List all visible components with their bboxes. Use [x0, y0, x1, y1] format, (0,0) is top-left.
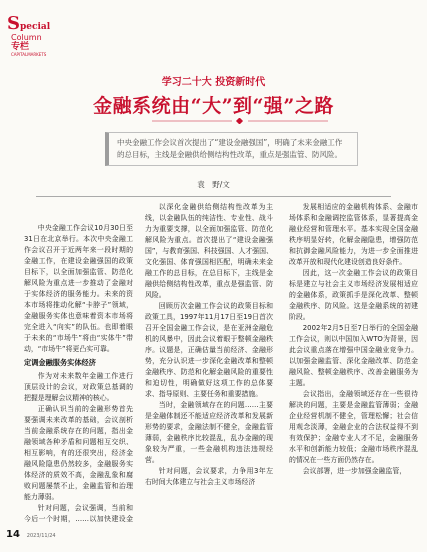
- paragraph: 针对问题，会议强调，当前和今后一个时期，……以加快建设金: [24, 504, 133, 523]
- logo-letter: S: [7, 13, 20, 34]
- column-2: [145, 202, 273, 526]
- logo-rest: pecial: [20, 22, 51, 32]
- paragraph: 会议指出，金融领域还存在一些很待解决的问题，主要是金融监管薄弱；金融企业经营机制不健全，管理松懈；社会信用观念淡薄，金融企业的合法权益得不到有效保护；金融专业人才不足，金融服务水平和创新能力较低；金融市场秩序混乱的情况在一些方面仍然存在。: [289, 390, 418, 464]
- logo-subtitle: CAPITALMARKETS: [11, 52, 47, 57]
- paragraph: 作为对未来数年金融工作进行顶层设计的会议，对政策总基调的把握是理解会议精神的核心。: [24, 372, 133, 402]
- column-logo: [7, 14, 50, 57]
- paragraph: 针对问题，会议要求，力争用3年左右时间大体建立与社会主义市场经济: [145, 467, 273, 486]
- paragraph: 回顾历次金融工作会议的政策目标和政策工具，1997年11月17日至19日首次召开全国金融工作会议，是在亚洲金融危机的风暴中，因此会议着眼于整顿金融秩序。议题是，正确估量当前经济、金融形势，充分认识进一步深化金融改革和整顿金融秩序、防范和化解金融风险的重要性和迫切性，明确做好这项工作的总体要求、指导原则、主要任务和重要措施。: [145, 302, 273, 398]
- logo-column: Column: [11, 33, 42, 42]
- page-title: 金融系统由“大”到“强”之路: [93, 95, 334, 117]
- kicker: 学习二十大 投资新时代: [161, 77, 266, 88]
- publication-date: 2023/11/24: [26, 533, 56, 539]
- paragraph: 2002年2月5日至7日举行的全国金融工作会议，则以中国加入WTO为背景，因此会议重点落在增强中国金融业竞争力。以加强金融监管、深化金融改革、防范金融风险、整顿金融秩序、改善金融服务为主题。: [289, 324, 418, 387]
- paragraph: 会议部署，进一步加强金融监管，: [302, 467, 407, 475]
- column-3: [289, 202, 418, 526]
- logo-chinese: 专栏: [11, 42, 30, 52]
- paragraph: 以深化金融供给侧结构性改革为主线，以金融队伍的纯洁性、专业性、战斗力为重要支撑，以全面加强监管、防范化解风险为重点。首次提出了“建设金融强国”，与教育强国、科技强国、人才强国、文化强国、体育强国相匹配，明确未来金融工作的总目标，在总目标下，主线是金融供给侧结构性改革，重点是强监管、防风险。: [145, 203, 273, 299]
- byline: 袁 野/文: [197, 180, 230, 189]
- paragraph: 中央金融工作会议10月30日至31日在北京举行。本次中央金融工作会议召开于近两年来一段时期的金融工作，在建设金融强国的政策目标下，以全面加强监管、防范化解风险为重点进一步推动了金融对于实体经济的服务能力。未来的资本市场将推动化解“卡脖子”领域，金融服务实体也意味着资本市场将完全进入“向实”的队伍。也即着眼于未来的“市场牛”将由“实体牛”带动，“市场牛”将更凸实可靠。: [24, 224, 133, 353]
- divider: [36, 196, 391, 197]
- title-ornament: [152, 118, 328, 124]
- page-footer: [6, 529, 56, 540]
- column-1: [24, 223, 133, 525]
- paragraph: 因此，这一次金融工作会议的政策目标是建立与社会主义市场经济发展相适应的金融体系，政策抓手是深化改革、整顿金融秩序、防风险。这是金融系统的初建阶段。: [289, 269, 418, 321]
- paragraph: 正确认识当前的金融形势首先要强调未来改革的基础，会议剖析当前金融系统存在的问题，指出金融领域各种矛盾和问题相互交织、相互影响，有的还很突出，经济金融风险隐患仍然较多，金融服务实体经济的质效不高，金融乱象和腐败问题屡禁不止，金融监管和治理能力薄弱。: [24, 405, 133, 501]
- paragraph: 发展相适应的金融机构体系、金融市场体系和金融调控监管体系，显著提高金融业经营和管理水平。基本实现全国金融秩序明显好转，化解金融隐患，增强防范和抗御金融风险能力，为进一步全面推进改革开放和现代化建设创造良好条件。: [289, 203, 418, 266]
- summary-box: 中央金融工作会议首次提出了“建设金融强国”，明确了未来金融工作的总目标，主线是金融供给侧结构性改革，重点是强监管、防风险。: [105, 132, 358, 166]
- paragraph: 当时，金融领域存在的问题……主要是金融体制还不能适应经济改革和发展新形势的要求，金融法制不健全，金融监管薄弱，金融秩序比较混乱，乱办金融的现象较为严重，一些金融机构违法违规经营。: [145, 401, 273, 464]
- page-number: 14: [6, 529, 20, 540]
- section-heading: 定调金融服务实体经济: [24, 358, 96, 367]
